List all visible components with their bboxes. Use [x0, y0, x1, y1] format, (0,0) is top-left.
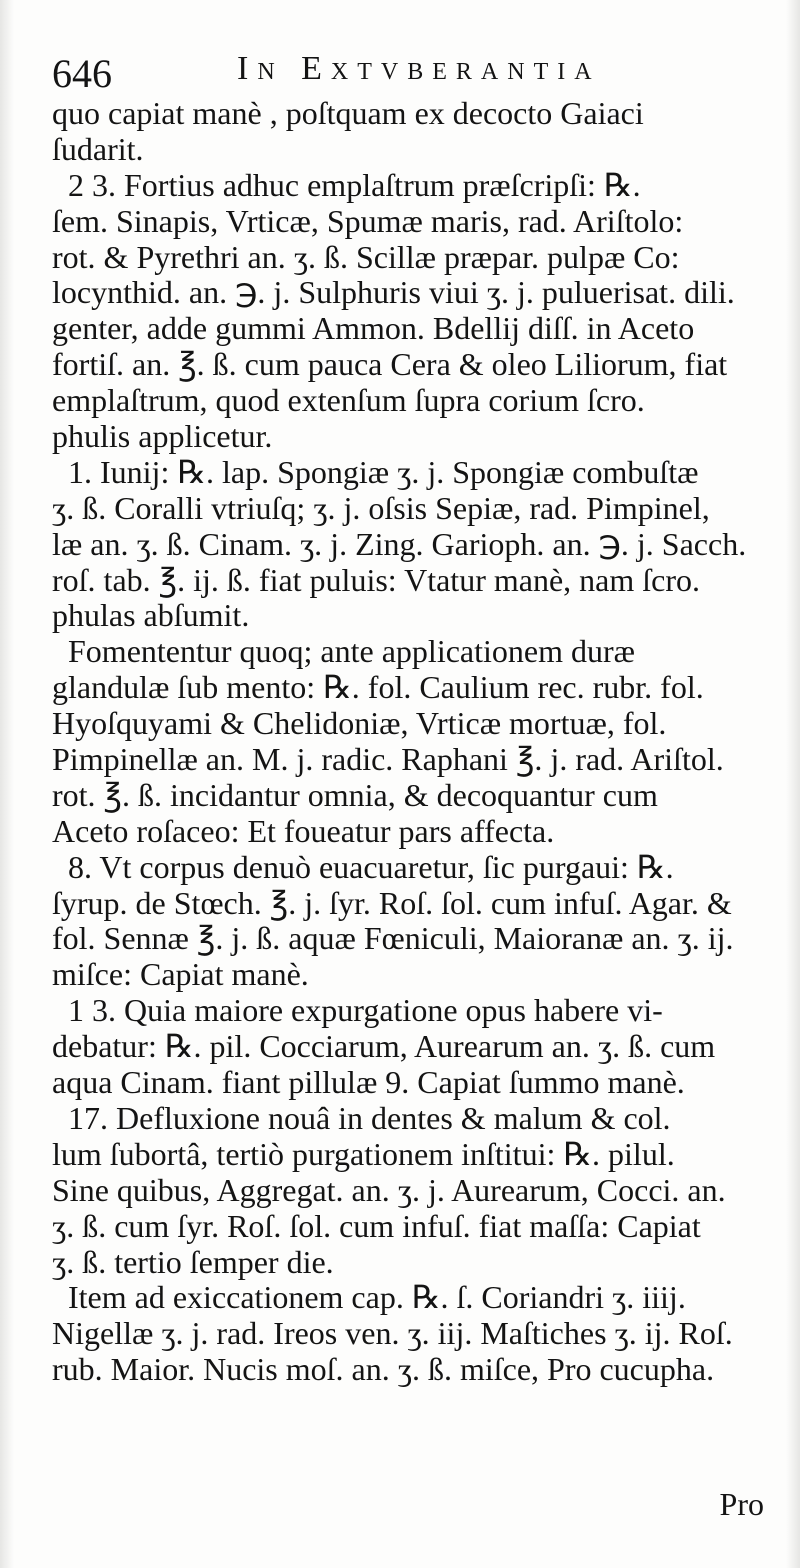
text-line: lum ſubortâ, tertiò purgationem inſtitui: ℞. pilul. — [52, 1136, 675, 1172]
running-title: In Extvberantia — [237, 50, 601, 87]
text-line: rot. ℥. ß. incidantur omnia, & decoquantur cum — [52, 777, 658, 813]
text-line: Aceto roſaceo: Et foueatur pars affecta. — [52, 813, 555, 849]
text-line: rub. Maior. Nucis moſ. an. ʒ. ß. miſce, Pro cucupha. — [52, 1352, 715, 1388]
text-line: 17. Defluxione nouâ in dentes & malum & col. — [68, 1100, 671, 1136]
text-line: phulis applicetur. — [52, 419, 273, 455]
text-line: phulas abſumit. — [52, 598, 250, 634]
text-line: ſem. Sinapis, Vrticæ, Spumæ maris, rad. Ariſtolo: — [52, 203, 684, 239]
text-line: fortiſ. an. ℥. ß. cum pauca Cera & oleo Liliorum, fiat — [52, 347, 728, 383]
catchword: Pro — [719, 1486, 764, 1522]
text-line: fol. Sennæ ℥. j. ß. aquæ Fœniculi, Maioranæ an. ʒ. ij. — [52, 921, 734, 957]
body-text — [52, 96, 764, 1388]
text-line: 2 3. Fortius adhuc emplaſtrum præſcripſi: ℞. — [68, 167, 641, 203]
page-edge-shadow — [0, 0, 14, 1568]
text-line: quo capiat manè , poſtquam ex decocto Gaiaci — [52, 96, 644, 131]
text-line: miſce: Capiat manè. — [52, 957, 309, 993]
text-line: ſyrup. de Stœch. ℥. j. ſyr. Roſ. ſol. cum infuſ. Agar. & — [52, 885, 732, 921]
page-number: 646 — [52, 51, 112, 96]
text-line: roſ. tab. ℥. ij. ß. fiat puluis: Vtatur manè, nam ſcro. — [52, 562, 700, 598]
text-line: ſudarit. — [52, 131, 144, 167]
text-line: Pimpinellæ an. M. j. radic. Raphani ℥. j. rad. Ariſtol. — [52, 742, 724, 778]
text-line: ʒ. ß. cum ſyr. Roſ. ſol. cum infuſ. fiat maſſa: Capiat — [52, 1208, 701, 1244]
text-line: ʒ. ß. tertio ſemper die. — [52, 1244, 334, 1280]
text-line: rot. & Pyrethri an. ʒ. ß. Scillæ præpar. pulpæ Co: — [52, 239, 680, 275]
text-line: 1 3. Quia maiore expurgatione opus habere vi- — [68, 993, 663, 1029]
text-line: locynthid. an. ℈. j. Sulphuris viui ʒ. j. puluerisat. dili. — [52, 275, 735, 311]
text-line: aqua Cinam. fiant pillulæ 9. Capiat ſummo manè. — [52, 1065, 685, 1101]
text-line: debatur: ℞. pil. Cocciarum, Aurearum an. ʒ. ß. cum — [52, 1029, 716, 1065]
text-line: Item ad exiccationem cap. ℞. ſ. Coriandri ʒ. iiij. — [68, 1280, 686, 1316]
running-head — [52, 38, 752, 94]
text-line: emplaſtrum, quod extenſum ſupra corium ſcro. — [52, 383, 645, 419]
text-line: læ an. ʒ. ß. Cinam. ʒ. j. Zing. Garioph. an. ℈. j. Sacch. — [52, 526, 747, 562]
text-line: Sine quibus, Aggregat. an. ʒ. j. Aurearum, Cocci. an. — [52, 1172, 726, 1208]
text-line: Fomententur quoq; ante applicationem duræ — [68, 634, 635, 670]
text-line: genter, adde gummi Ammon. Bdellij diſſ. in Aceto — [52, 311, 695, 347]
text-line: 1. Iunij: ℞. lap. Spongiæ ʒ. j. Spongiæ combuſtæ — [68, 454, 699, 490]
text-line: 8. Vt corpus denuò euacuaretur, ſic purgaui: ℞. — [68, 849, 674, 885]
text-line: Nigellæ ʒ. j. rad. Ireos ven. ʒ. iij. Maſtiches ʒ. ij. Roſ. — [52, 1316, 733, 1352]
text-line: glandulæ ſub mento: ℞. fol. Caulium rec. rubr. fol. — [52, 670, 704, 706]
text-line: Hyoſquyami & Chelidoniæ, Vrticæ mortuæ, fol. — [52, 706, 667, 742]
text-line: ʒ. ß. Coralli vtriuſq; ʒ. j. oſsis Sepiæ, rad. Pimpinel, — [52, 490, 710, 526]
page-edge-shadow — [786, 0, 800, 1568]
